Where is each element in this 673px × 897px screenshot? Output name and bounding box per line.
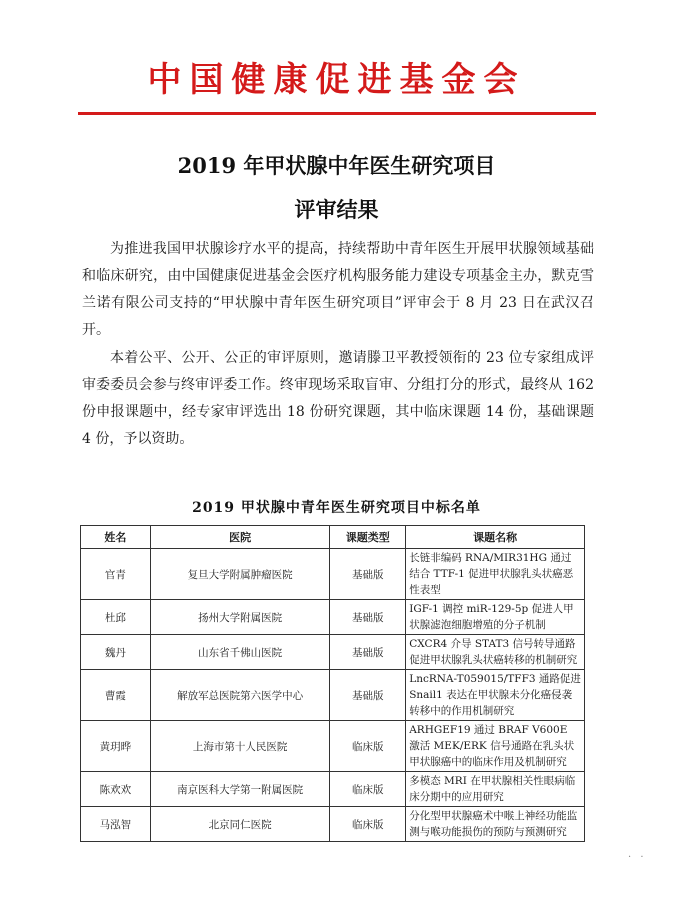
letterhead-rule: [78, 112, 596, 115]
document-title: 2019 年甲状腺中年医生研究项目: [177, 153, 496, 178]
cell-topic: 分化型甲状腺癌术中喉上神经功能监测与喉功能损伤的预防与预测研究: [406, 807, 585, 842]
table-row: [81, 549, 585, 600]
cell-type: 临床版: [330, 721, 406, 772]
table-row: [81, 772, 585, 807]
cell-topic: 多模态 MRI 在甲状腺相关性眼病临床分期中的应用研究: [406, 772, 585, 807]
table-row: [81, 635, 585, 670]
cell-type: 基础版: [330, 670, 406, 721]
cell-hospital: 复旦大学附属肿瘤医院: [150, 549, 330, 600]
cell-hospital: 上海市第十人民医院: [150, 721, 330, 772]
table-title: 2019 甲状腺中青年医生研究项目中标名单: [192, 500, 481, 516]
cell-name: 杜邱: [81, 600, 151, 635]
cell-hospital: 解放军总医院第六医学中心: [150, 670, 330, 721]
header-hospital: 医院: [150, 526, 330, 549]
cell-name: 官青: [81, 549, 151, 600]
cell-topic: IGF-1 调控 miR-129-5p 促进人甲状腺滤泡细胞增殖的分子机制: [406, 600, 585, 635]
cell-hospital: 北京同仁医院: [150, 807, 330, 842]
cell-name: 曹霞: [81, 670, 151, 721]
header-type: 课题类型: [330, 526, 406, 549]
table-row: [81, 600, 585, 635]
cell-name: 陈欢欢: [81, 772, 151, 807]
cell-hospital: 山东省千佛山医院: [150, 635, 330, 670]
cell-type: 基础版: [330, 549, 406, 600]
cell-topic: LncRNA-T059015/TFF3 通路促进 Snail1 表达在甲状腺未分化癌侵袭转移中的作用机制研究: [406, 670, 585, 721]
paragraph-intro: 为推进我国甲状腺诊疗水平的提高，持续帮助中青年医生开展甲状腺领域基础和临床研究，由中国健康促进基金会医疗机构服务能力建设专项基金主办，默克雪兰诺有限公司支持的“甲状腺中青年医生研究项目”评审会于 8 月 23 日在武汉召开。: [82, 241, 594, 338]
header-topic: 课题名称: [406, 526, 585, 549]
cell-type: 基础版: [330, 600, 406, 635]
cell-topic: ARHGEF19 通过 BRAF V600E 激活 MEK/ERK 信号通路在乳头状甲状腺癌中的临床作用及机制研究: [406, 721, 585, 772]
cell-type: 临床版: [330, 807, 406, 842]
cell-topic: 长链非编码 RNA/MIR31HG 通过结合 TTF-1 促进甲状腺乳头状癌恶性表型: [406, 549, 585, 600]
table-row: [81, 721, 585, 772]
cell-type: 临床版: [330, 772, 406, 807]
document-subtitle: 评审结果: [294, 197, 379, 222]
cell-hospital: 扬州大学附属医院: [150, 600, 330, 635]
cell-name: 马泓智: [81, 807, 151, 842]
org-letterhead: 中国健康促进基金会: [147, 60, 526, 100]
cell-name: 魏丹: [81, 635, 151, 670]
cell-name: 黄玥晔: [81, 721, 151, 772]
header-name: 姓名: [81, 526, 151, 549]
cell-type: 基础版: [330, 635, 406, 670]
cell-hospital: 南京医科大学第一附属医院: [150, 772, 330, 807]
table-row: [81, 807, 585, 842]
table-header-row: [81, 526, 585, 549]
margin-marks: · ·: [628, 852, 647, 863]
cell-topic: CXCR4 介导 STAT3 信号转导通路促进甲状腺乳头状癌转移的机制研究: [406, 635, 585, 670]
paragraph-review: 本着公平、公开、公正的审评原则，邀请滕卫平教授领衔的 23 位专家组成评审委委员会参与终审评委工作。终审现场采取盲审、分组打分的形式，最终从 162 份申报课题中，经专家审评选出 18 份研究课题，其中临床课题 14 份，基础课题 4 份，予以资助。: [82, 350, 594, 447]
table-row: [81, 670, 585, 721]
awards-table: [80, 525, 585, 842]
